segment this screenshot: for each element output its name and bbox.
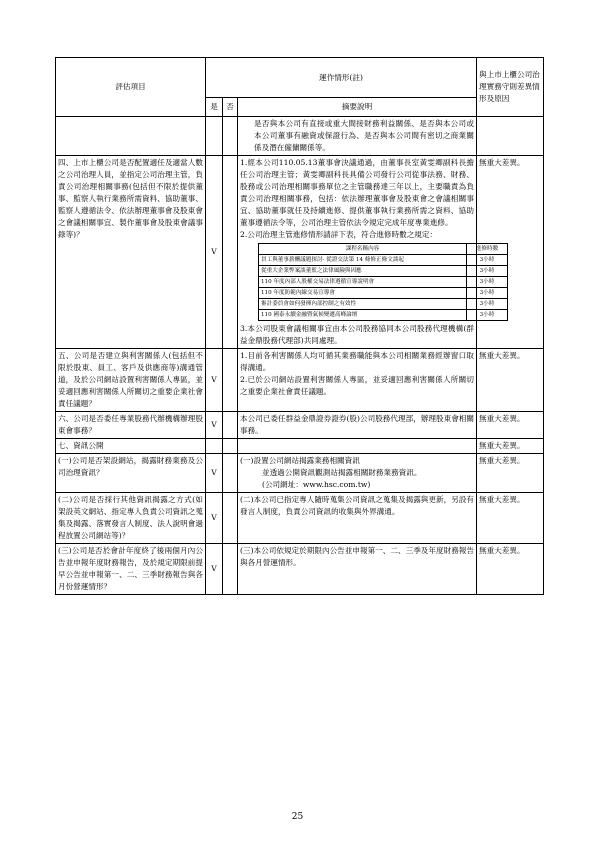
- document-page: [55, 57, 543, 595]
- row4-summary-2: 2.公司治理主管進修情形請詳下表，符合進修時數之規定：: [240, 230, 438, 239]
- row5-yes-mark: V: [206, 349, 223, 412]
- training-table: [258, 243, 508, 321]
- course-hours: 3小時: [467, 266, 508, 277]
- header-row-1: [56, 58, 544, 98]
- row7c-item: (三)公司是否於會計年度終了後兩個月內公告並申報年度財務報告，及於規定期限前提早公告並申報第一、二、三季財務報告與各月份營運情形？: [56, 544, 206, 595]
- row7a-diff: 無重大差異。: [477, 454, 544, 493]
- training-row: [259, 266, 508, 277]
- row7a-item: (一)公司是否架設網站，揭露財務業務及公司治理資訊？: [56, 454, 206, 493]
- header-diff: 與上市上櫃公司治理實務守則差異情形及原因: [477, 58, 544, 117]
- training-row: [259, 255, 508, 266]
- page-number: 25: [291, 812, 304, 822]
- course-hours: 3小時: [467, 277, 508, 288]
- row7-item: 七、資訊公開: [56, 439, 206, 454]
- continued-summary: 是否與本公司有直接或重大間接財務利益關係、是否與本公司或本公司董事有融資或保證行為、是否與本公司間有密切之商業關係及潛在僱傭關係等。: [238, 117, 477, 156]
- row5-summary-2: 2.已於公司網站設置利害關係人專區，並妥適回應利害關係人所關切之重要企業社會責任議題。: [240, 375, 475, 396]
- header-no: 否: [223, 98, 238, 117]
- row5-summary: [238, 349, 477, 412]
- table-row-4: [56, 156, 544, 349]
- table-row-6: [56, 412, 544, 439]
- row7b-yes-mark: V: [206, 493, 223, 544]
- course-hours: 3小時: [467, 288, 508, 299]
- row7c-diff: 無重大差異。: [477, 544, 544, 595]
- row4-diff: 無重大差異。: [477, 156, 544, 349]
- training-header-row: [259, 244, 508, 255]
- row4-summary-3: 3.本公司股東會議相關事宜由本公司股務協同本公司股務代理機構(群益金鼎股務代理部)共同處理。: [240, 324, 475, 345]
- row6-item: 六、公司是否委任專業股務代辦機構辦理股東會事務？: [56, 412, 206, 439]
- row5-diff: 無重大差異。: [477, 349, 544, 412]
- row7b-summary: (二)本公司已指定專人隨時蒐集公司資訊之蒐集及揭露與更新，另設有發言人制度，負責公司資訊的收集與外界溝通。: [238, 493, 477, 544]
- row7b-diff: 無重大差異。: [477, 493, 544, 544]
- header-status: 運作情形(註): [206, 58, 477, 98]
- training-row: [259, 310, 508, 321]
- table-row-7a: [56, 454, 544, 493]
- header-yes: 是: [206, 98, 223, 117]
- course-hours: 3小時: [467, 299, 508, 310]
- training-row: [259, 288, 508, 299]
- training-row: [259, 299, 508, 310]
- row6-summary: 本公司已委任群益金鼎證券證券(股)公司股務代理部，辦理股東會相關事務。: [238, 412, 477, 439]
- row7a-yes-mark: V: [206, 454, 223, 493]
- table-row-7: [56, 439, 544, 454]
- row7a-summary-1: (一)設置公司網站揭露業務相關資訊: [240, 456, 360, 465]
- table-row-continued: [56, 117, 544, 156]
- header-summary: 摘要說明: [238, 98, 477, 117]
- row5-item: 五、公司是否建立與利害關係人(包括但不限於股東、員工、客戶及供應商等)溝通管道，及於公司網站設置利害關係人專區，並妥適回應利害關係人所關切之重要企業社會責任議題？: [56, 349, 206, 412]
- course-name: 110 國泰永續金融暨氣候變遷高峰論壇: [259, 310, 467, 321]
- row7-diff: 無重大差異。: [477, 439, 544, 454]
- row4-summary: [238, 156, 499, 349]
- row7c-summary: (三)本公司依規定於期限內公告並申報第一、二、三季及年度財務報告與各月營運情形。: [238, 544, 477, 595]
- course-hours: 3小時: [467, 310, 508, 321]
- row7a-website: (公司網址：www.hsc.com.tw): [262, 480, 371, 489]
- course-name: 審計委員會如何發揮內部控制之有效性: [259, 299, 467, 310]
- row7a-summary-2: 並透過公開資訊觀測站揭露相關財務業務資訊。: [262, 468, 422, 477]
- header-item: 評估項目: [56, 58, 206, 117]
- course-name: 110 年度防範內線交易宣導會: [259, 288, 467, 299]
- row4-yes-mark: V: [206, 156, 223, 349]
- row5-summary-1: 1.目前各利害關係人均可循其業務職能與本公司相關業務經辦窗口取得溝通。: [240, 351, 475, 372]
- row6-yes-mark: V: [206, 412, 223, 439]
- row7b-item: (二)公司是否採行其他資訊揭露之方式(如架設英文網站、指定專人負責公司資訊之蒐集及揭露、落實發言人制度、法人說明會過程放置公司網站等)？: [56, 493, 206, 544]
- row7a-summary: [238, 454, 477, 493]
- row4-item: 四、上市上櫃公司是否配置適任及適當人數之公司治理人員，並指定公司治理主管，負責公司治理相關事務(包括但不限於提供董事、監察人執行業務所需資料、協助董事、監察人遵循法令、依法辦理董事會及股東會之會議相關事宜、製作董事會及股東會議事錄等)？: [56, 156, 206, 349]
- training-course-header: 課程名稱內容: [259, 244, 467, 255]
- course-name: 員工與董事薪酬議題探討- 從證交法第 14 條修正條文談起: [259, 255, 467, 266]
- training-hours-header: 進修時數: [467, 244, 508, 255]
- row4-summary-1: 1.經本公司110.05.13董事會決議通過，由董事長室黃雯卿副科長擔任公司治理主管；黃雯卿副科長具備公司發行公司從事法務、財務、股務或公司治理相關事務單位之主管職務達三年以上，主要職責為負責公司治理相關事務，包括：依法辦理董事會及股東會之會議相關事宜、協助董事就任及持續進修、提供董事執行業務所需之資料、協助董事遵循法令等，公司治理主管依法令規定完成年度專業進修。: [240, 158, 475, 227]
- table-row-7c: [56, 544, 544, 595]
- evaluation-table: [55, 57, 544, 595]
- table-row-7b: [56, 493, 544, 544]
- course-name: 從重大企業弊案談董監之法律風險與因應: [259, 266, 467, 277]
- course-hours: 3小時: [467, 255, 508, 266]
- table-row-5: [56, 349, 544, 412]
- training-row: [259, 277, 508, 288]
- course-name: 110 年度內部人股權交易法律遵循宣導說明會: [259, 277, 467, 288]
- row7c-yes-mark: V: [206, 544, 223, 595]
- row6-diff: 無重大差異。: [477, 412, 544, 439]
